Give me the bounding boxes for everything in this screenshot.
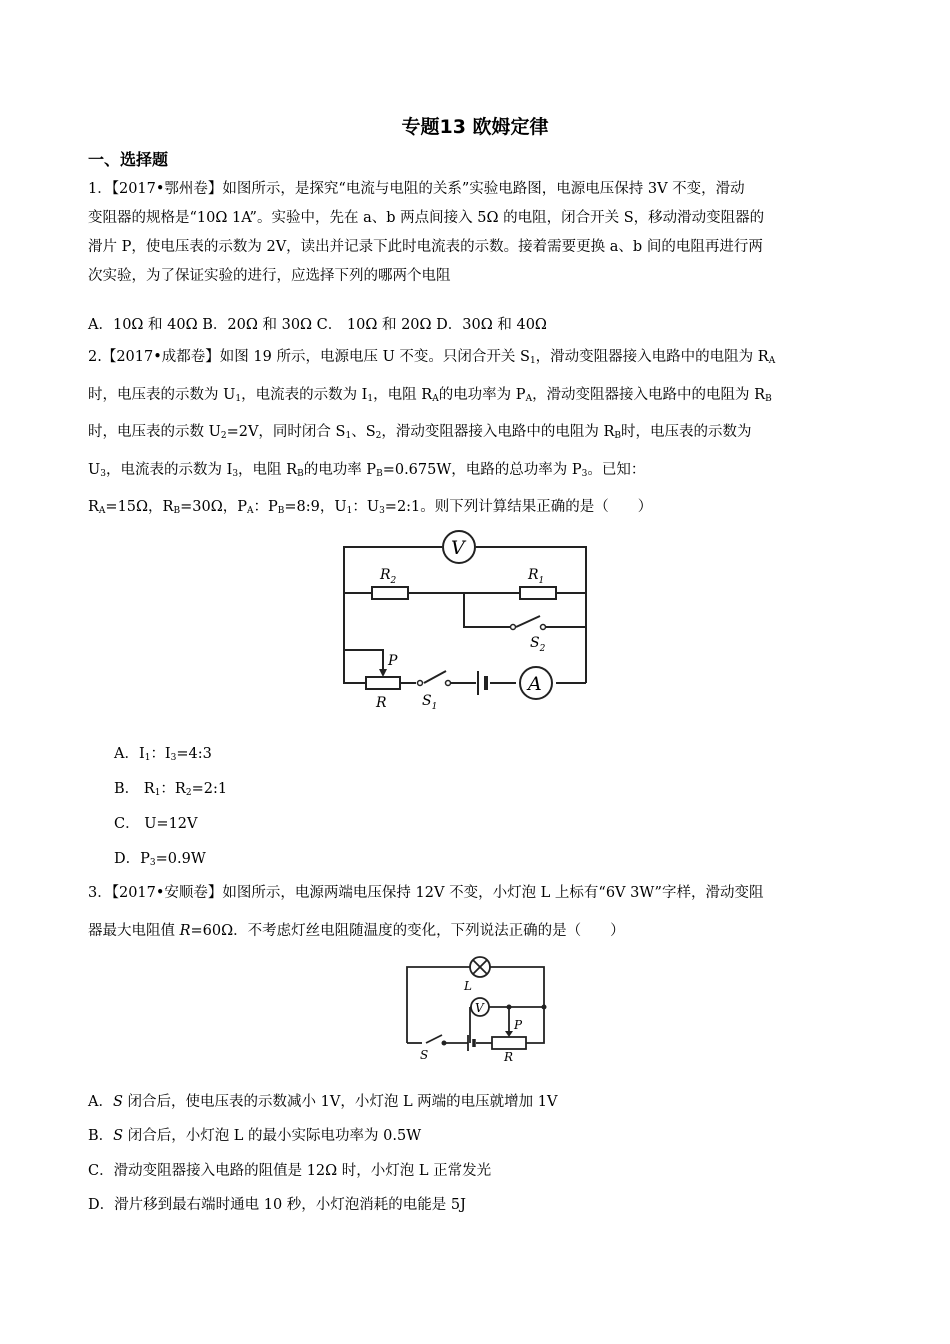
q1-options: A．10Ω 和 40Ω B．20Ω 和 30Ω C． 10Ω 和 20Ω D．30Ω 和 40Ω [88, 317, 547, 333]
lamp-label: L [464, 979, 472, 993]
q1-line-1: 1．【2017•鄂州卷】如图所示，是探究“电流与电阻的关系”实验电路图，电源电压保持 3V 不变，滑动 [88, 181, 745, 197]
q1-line-2: 变阻器的规格是“10Ω 1A”。实验中，先在 a、b 两点间接入 5Ω 的电阻，闭合开关 S，移动滑动变阻器的 [88, 210, 765, 226]
q3-circuit-figure [402, 955, 550, 1065]
q2-line-5: $R_A=15\Omega$，$R_B=30\Omega$，$P_A$：$P_B=8:9$，$U_1$：$U_3=2:1$。则下列计算结果正确的是（ ） [88, 499, 653, 516]
q2-circuit-figure [330, 525, 622, 713]
s2-label: $S_2$ [530, 635, 546, 654]
rheostat-label: R [504, 1050, 514, 1064]
r1-label: $R_1$ [528, 567, 545, 586]
q3-line-1: 3．【2017•安顺卷】如图所示，电源两端电压保持 12V 不变，小灯泡 L 上标有“6V 3W”字样，滑动变阻 [88, 885, 764, 901]
q3-option-b: B．S 闭合后，小灯泡 L 的最小实际电功率为 0.5W [88, 1128, 422, 1144]
resistor-r2-symbol [372, 587, 408, 599]
q2-line-2: 时，电压表的示数为 $U_1$，电流表的示数为 $I_1$，电阻 $R_A$的电功率为 $P_A$，滑动变阻器接入电路中的电阻为 $R_B$ [88, 387, 772, 404]
q2-line-1: 2.【2017•成都卷】如图 19 所示，电源电压 U 不变。只闭合开关 $S_1$，滑动变阻器接入电路中的电阻为 $R_A$ [88, 349, 776, 366]
ammeter-label: A [528, 673, 542, 695]
section-heading: 一、选择题 [88, 150, 169, 169]
rheostat-symbol [366, 677, 400, 689]
rheostat-label: R [376, 695, 387, 711]
q2-option-b: B． $R_1$：$R_2=2:1$ [114, 781, 228, 798]
page-title: 专题13 欧姆定律 [401, 116, 549, 138]
q2-option-d: D．$P_3=0.9W$ [114, 851, 206, 868]
switch-label: S [420, 1048, 429, 1062]
resistor-r1-symbol [520, 587, 556, 599]
voltmeter-label: V [475, 1001, 484, 1015]
q3-option-a: A．S 闭合后，使电压表的示数减小 1V，小灯泡 L 两端的电压就增加 1V [88, 1094, 558, 1110]
q2-option-c: C． U=12V [114, 816, 198, 832]
s1-label: $S_1$ [422, 693, 438, 712]
rheostat-symbol [492, 1037, 526, 1049]
q2-option-a: A．$I_1$：$I_3=4:3$ [114, 746, 212, 763]
q3-line-2: 器最大电阻值 R=60Ω．不考虑灯丝电阻随温度的变化，下列说法正确的是（ ） [88, 923, 625, 939]
voltmeter-label: V [451, 537, 465, 559]
r2-label: $R_2$ [380, 567, 397, 586]
slider-p-label: P [514, 1018, 523, 1032]
slider-p-label: P [388, 653, 398, 669]
q3-option-c: C．滑动变阻器接入电路的阻值是 12Ω 时，小灯泡 L 正常发光 [88, 1163, 492, 1179]
q2-line-3: 时，电压表的示数 $U_2=2V$，同时闭合 $S_1$、$S_2$，滑动变阻器接入电路中的电阻为 $R_B$时，电压表的示数为 [88, 424, 752, 441]
q3-option-d: D．滑片移到最右端时通电 10 秒，小灯泡消耗的电能是 5J [88, 1197, 466, 1213]
q1-line-3: 滑片 P，使电压表的示数为 2V，读出并记录下此时电流表的示数。接着需要更换 a、b 间的电阻再进行两 [88, 239, 763, 255]
q2-line-4: $U_3$，电流表的示数为 $I_3$，电阻 $R_B$的电功率 $P_B=0.675W$，电路的总功率为 $P_3$。已知： [88, 462, 646, 479]
q1-line-4: 次实验，为了保证实验的进行，应选择下列的哪两个电阻 [88, 268, 451, 284]
